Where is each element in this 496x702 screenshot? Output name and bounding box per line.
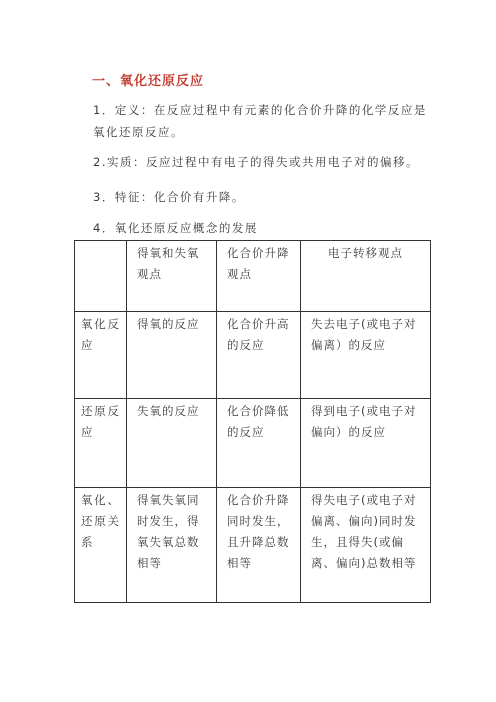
development-paragraph xyxy=(75,217,435,239)
development-text: 4．氧化还原反应概念的发展 xyxy=(93,221,258,235)
table-header-cell xyxy=(75,241,127,312)
table-cell: 得到电子(或电子对偏向）的反应 xyxy=(301,399,431,488)
table-row xyxy=(75,312,431,399)
table-cell: 化合价升高的反应 xyxy=(217,312,301,399)
feature-text: 3．特征：化合价有升降。 xyxy=(93,190,245,204)
table-row xyxy=(75,488,431,603)
table-cell: 得氧的反应 xyxy=(127,312,217,399)
row-label: 还原反应 xyxy=(75,399,127,488)
definition-text: 1．定义：在反应过程中有元素的化合价升降的化学反应是氧化还原反应。 xyxy=(93,103,427,139)
table-cell: 失氧的反应 xyxy=(127,399,217,488)
concept-table xyxy=(74,240,431,603)
table-cell: 得氧失氧同时发生，得氧失氧总数相等 xyxy=(127,488,217,603)
section-heading: 一、氧化还原反应 xyxy=(92,74,205,89)
table-header-cell: 化合价升降观点 xyxy=(217,241,301,312)
table-header-cell: 得氧和失氧观点 xyxy=(127,241,217,312)
table-row xyxy=(75,399,431,488)
essence-paragraph xyxy=(75,151,435,173)
table-cell: 化合价降低的反应 xyxy=(217,399,301,488)
table-header-cell: 电子转移观点 xyxy=(301,241,431,312)
table-cell: 失去电子(或电子对偏离）的反应 xyxy=(301,312,431,399)
row-label: 氧化、还原关系 xyxy=(75,488,127,603)
table-cell: 化合价升降同时发生，且升降总数相等 xyxy=(217,488,301,603)
row-label: 氧化反应 xyxy=(75,312,127,399)
table-header-row xyxy=(75,241,431,312)
feature-paragraph xyxy=(75,186,435,208)
essence-text: 2.实质：反应过程中有电子的得失或共用电子对的偏移。 xyxy=(93,155,419,169)
table-cell: 得失电子(或电子对偏离、偏向)同时发生，且得失(或偏离、偏向)总数相等 xyxy=(301,488,431,603)
definition-paragraph xyxy=(75,99,435,143)
